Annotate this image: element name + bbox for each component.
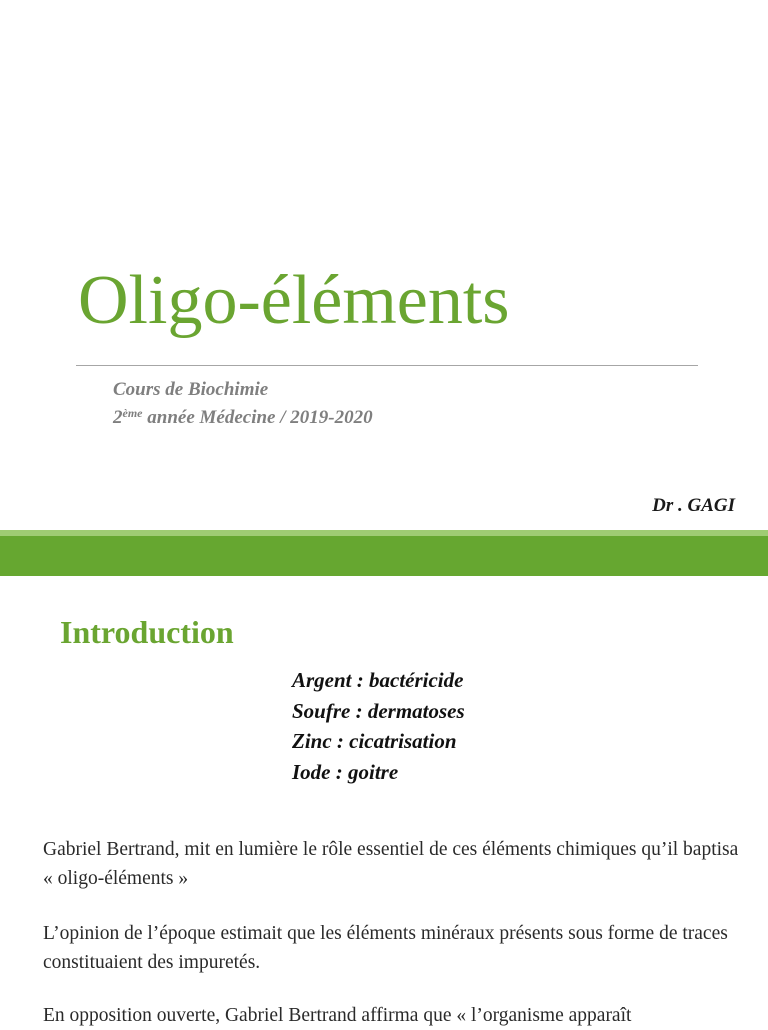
paragraph-bertrand: Gabriel Bertrand, mit en lumière le rôle essentiel de ces éléments chimiques qu’il baptisa « oligo-éléments » — [43, 839, 739, 889]
subtitle-course: Cours de Biochimie — [113, 379, 269, 400]
effect-item: Soufre : dermatoses — [292, 698, 465, 723]
effect-item: Zinc : cicatrisation — [292, 729, 457, 753]
cover-subtitle — [113, 376, 373, 432]
year-number: 2 — [113, 407, 123, 428]
subtitle-year — [113, 404, 373, 432]
introduction-slide — [0, 576, 768, 1024]
cover-title: Oligo-éléments — [78, 262, 510, 339]
year-superscript: ème — [122, 406, 143, 420]
effect-item: Argent : bactéricide — [292, 668, 464, 692]
author-name: Dr . GAGI — [652, 495, 735, 516]
title-divider — [76, 365, 698, 366]
effect-item: Iode : goitre — [292, 759, 399, 784]
year-text: année Médecine / 2019-2020 — [142, 407, 373, 428]
paragraph-opposition: En opposition ouverte, Gabriel Bertrand affirma que « l’organisme apparaît — [43, 1005, 632, 1026]
intro-heading: Introduction — [60, 614, 234, 650]
paragraph-opinion: L’opinion de l’époque estimait que les éléments minéraux présents sous forme de traces constituaient des impuretés. — [43, 923, 728, 973]
footer-band-dark — [0, 536, 768, 576]
element-effects-list — [292, 665, 465, 787]
